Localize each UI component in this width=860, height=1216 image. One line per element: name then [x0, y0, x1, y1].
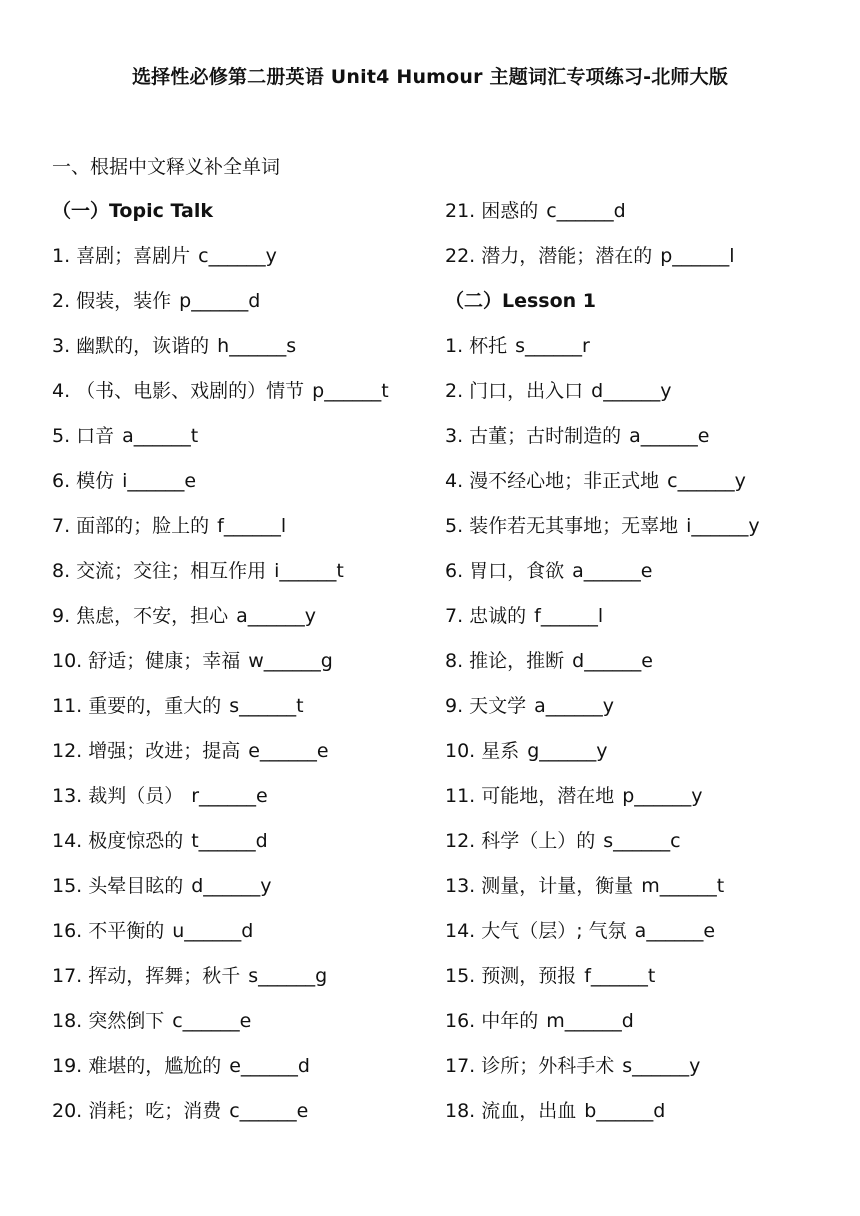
chinese-meaning: 舒适；健康；幸福: [88, 650, 241, 672]
word-blank: m______d: [546, 1010, 634, 1032]
vocab-item: [52, 869, 452, 914]
chinese-meaning: 装作若无其事地；无辜地: [469, 515, 679, 537]
subsection-heading: （二）Lesson 1: [445, 290, 597, 312]
item-number: 1.: [445, 335, 464, 357]
vocab-item: [52, 464, 452, 509]
item-number: 2.: [52, 290, 71, 312]
vocab-item: [445, 554, 845, 599]
chinese-meaning: 预测，预报: [481, 965, 577, 987]
item-number: 7.: [445, 605, 464, 627]
chinese-meaning: 古董；古时制造的: [469, 425, 622, 447]
vocab-item: [445, 329, 845, 374]
vocab-item: [445, 1004, 845, 1049]
word-blank: s______r: [515, 335, 590, 357]
item-number: 3.: [52, 335, 71, 357]
chinese-meaning: 胃口，食欲: [469, 560, 565, 582]
word-blank: t______d: [191, 830, 268, 852]
word-blank: a______e: [629, 425, 710, 447]
chinese-meaning: 门口，出入口: [469, 380, 584, 402]
vocab-item: [445, 509, 845, 554]
word-blank: d______e: [572, 650, 653, 672]
item-number: 10.: [52, 650, 83, 672]
word-blank: a______e: [634, 920, 716, 942]
word-blank: c______e: [172, 1010, 252, 1032]
word-blank: c______e: [229, 1100, 309, 1122]
vocab-item: [445, 599, 845, 644]
chinese-meaning: 突然倒下: [88, 1010, 165, 1032]
chinese-meaning: 挥动，挥舞；秋千: [88, 965, 241, 987]
word-blank: b______d: [584, 1100, 666, 1122]
item-number: 15.: [445, 965, 476, 987]
vocab-item: [445, 869, 845, 914]
item-number: 5.: [445, 515, 464, 537]
item-number: 11.: [445, 785, 476, 807]
word-blank: m______t: [641, 875, 725, 897]
chinese-meaning: 焦虑，不安，担心: [76, 605, 229, 627]
item-number: 19.: [52, 1055, 83, 1077]
chinese-meaning: 面部的；脸上的: [76, 515, 210, 537]
vocab-item: [445, 959, 845, 1004]
item-number: 18.: [52, 1010, 83, 1032]
left-column: [52, 194, 452, 1139]
chinese-meaning: 喜剧；喜剧片: [76, 245, 191, 267]
item-number: 5.: [52, 425, 71, 447]
word-blank: s______c: [603, 830, 681, 852]
word-blank: c______y: [198, 245, 277, 267]
word-blank: p______y: [622, 785, 703, 807]
item-number: 13.: [445, 875, 476, 897]
vocab-item: [52, 824, 452, 869]
word-blank: c______y: [667, 470, 746, 492]
word-blank: s______t: [229, 695, 304, 717]
item-number: 14.: [52, 830, 83, 852]
item-number: 8.: [52, 560, 71, 582]
word-blank: a______y: [236, 605, 317, 627]
word-blank: r______e: [191, 785, 268, 807]
chinese-meaning: 可能地，潜在地: [481, 785, 615, 807]
vocab-item: [52, 509, 452, 554]
chinese-meaning: 假装，装作: [76, 290, 172, 312]
word-blank: f______l: [534, 605, 604, 627]
word-blank: i______t: [274, 560, 344, 582]
chinese-meaning: 头晕目眩的: [88, 875, 184, 897]
page-title: 选择性必修第二册英语 Unit4 Humour 主题词汇专项练习-北师大版: [131, 66, 729, 88]
word-blank: i______e: [122, 470, 197, 492]
item-number: 1.: [52, 245, 71, 267]
word-blank: s______g: [248, 965, 328, 987]
chinese-meaning: 推论，推断: [469, 650, 565, 672]
item-number: 18.: [445, 1100, 476, 1122]
chinese-meaning: 幽默的，诙谐的: [76, 335, 210, 357]
item-number: 7.: [52, 515, 71, 537]
vocab-item: [52, 1094, 452, 1139]
vocab-item: [52, 689, 452, 734]
chinese-meaning: 难堪的，尴尬的: [88, 1055, 222, 1077]
item-number: 12.: [52, 740, 83, 762]
vocab-item: [52, 1004, 452, 1049]
chinese-meaning: 诊所；外科手术: [481, 1055, 615, 1077]
chinese-meaning: 测量，计量，衡量: [481, 875, 634, 897]
word-blank: w______g: [248, 650, 333, 672]
vocab-item: [445, 779, 845, 824]
vocab-item: [52, 374, 452, 419]
word-blank: a______y: [534, 695, 615, 717]
word-blank: e______d: [229, 1055, 310, 1077]
chinese-meaning: 中年的: [481, 1010, 539, 1032]
item-number: 10.: [445, 740, 476, 762]
word-blank: e______e: [248, 740, 329, 762]
vocab-item: [445, 689, 845, 734]
word-blank: p______d: [179, 290, 261, 312]
item-number: 16.: [52, 920, 83, 942]
item-number: 15.: [52, 875, 83, 897]
item-number: 4.: [52, 380, 71, 402]
item-number: 6.: [52, 470, 71, 492]
vocab-item: [52, 644, 452, 689]
vocab-item: [52, 734, 452, 779]
chinese-meaning: 星系: [481, 740, 520, 762]
word-blank: a______t: [122, 425, 199, 447]
vocab-item: [445, 374, 845, 419]
word-blank: c______d: [546, 200, 626, 222]
chinese-meaning: 交流；交往；相互作用: [76, 560, 267, 582]
item-number: 21.: [445, 200, 476, 222]
vocab-item: [52, 554, 452, 599]
vocab-item: [445, 239, 845, 284]
vocab-item: [52, 284, 452, 329]
item-number: 17.: [52, 965, 83, 987]
item-number: 3.: [445, 425, 464, 447]
item-number: 9.: [445, 695, 464, 717]
vocab-item: [445, 734, 845, 779]
right-column: [445, 194, 845, 1139]
item-number: 8.: [445, 650, 464, 672]
item-number: 17.: [445, 1055, 476, 1077]
word-blank: s______y: [622, 1055, 701, 1077]
item-number: 22.: [445, 245, 476, 267]
chinese-meaning: 口音: [76, 425, 115, 447]
word-blank: h______s: [217, 335, 297, 357]
chinese-meaning: 潜力，潜能；潜在的: [481, 245, 653, 267]
vocab-item: [445, 914, 845, 959]
chinese-meaning: （书、电影、戏剧的）情节: [76, 380, 305, 402]
word-blank: f______t: [584, 965, 656, 987]
vocab-item: [445, 419, 845, 464]
word-blank: d______y: [191, 875, 272, 897]
vocab-item: [52, 329, 452, 374]
chinese-meaning: 增强；改进；提高: [88, 740, 241, 762]
chinese-meaning: 模仿: [76, 470, 115, 492]
word-blank: f______l: [217, 515, 287, 537]
item-number: 12.: [445, 830, 476, 852]
vocab-item: [445, 1049, 845, 1094]
word-blank: d______y: [591, 380, 672, 402]
vocab-item: [445, 464, 845, 509]
item-number: 2.: [445, 380, 464, 402]
word-blank: p______t: [312, 380, 389, 402]
vocab-item: [445, 824, 845, 869]
item-number: 6.: [445, 560, 464, 582]
vocab-item: [52, 1049, 452, 1094]
vocab-item: [52, 779, 452, 824]
vocab-item: [445, 644, 845, 689]
item-number: 9.: [52, 605, 71, 627]
vocab-item: [445, 194, 845, 239]
word-blank: i______y: [686, 515, 760, 537]
item-number: 11.: [52, 695, 83, 717]
item-number: 13.: [52, 785, 83, 807]
chinese-meaning: 流血，出血: [481, 1100, 577, 1122]
chinese-meaning: 不平衡的: [88, 920, 165, 942]
vocab-item: [52, 914, 452, 959]
chinese-meaning: 杯托: [469, 335, 508, 357]
chinese-meaning: 消耗；吃；消费: [88, 1100, 222, 1122]
word-blank: a______e: [572, 560, 653, 582]
section-heading: 一、根据中文释义补全单词: [52, 156, 281, 178]
chinese-meaning: 天文学: [469, 695, 527, 717]
chinese-meaning: 大气（层）; 气氛: [481, 920, 627, 942]
word-blank: p______l: [660, 245, 735, 267]
word-blank: g______y: [527, 740, 608, 762]
vocab-item: [52, 599, 452, 644]
chinese-meaning: 困惑的: [481, 200, 539, 222]
subsection-heading: （一）Topic Talk: [52, 200, 213, 222]
chinese-meaning: 裁判（员）: [88, 785, 184, 807]
chinese-meaning: 科学（上）的: [481, 830, 596, 852]
vocab-item: [445, 1094, 845, 1139]
vocab-item: [52, 239, 452, 284]
item-number: 16.: [445, 1010, 476, 1032]
word-blank: u______d: [172, 920, 254, 942]
chinese-meaning: 极度惊恐的: [88, 830, 184, 852]
item-number: 20.: [52, 1100, 83, 1122]
chinese-meaning: 重要的，重大的: [88, 695, 222, 717]
chinese-meaning: 漫不经心地；非正式地: [469, 470, 660, 492]
item-number: 14.: [445, 920, 476, 942]
vocab-item: [52, 419, 452, 464]
chinese-meaning: 忠诚的: [469, 605, 527, 627]
vocab-item: [52, 959, 452, 1004]
item-number: 4.: [445, 470, 464, 492]
